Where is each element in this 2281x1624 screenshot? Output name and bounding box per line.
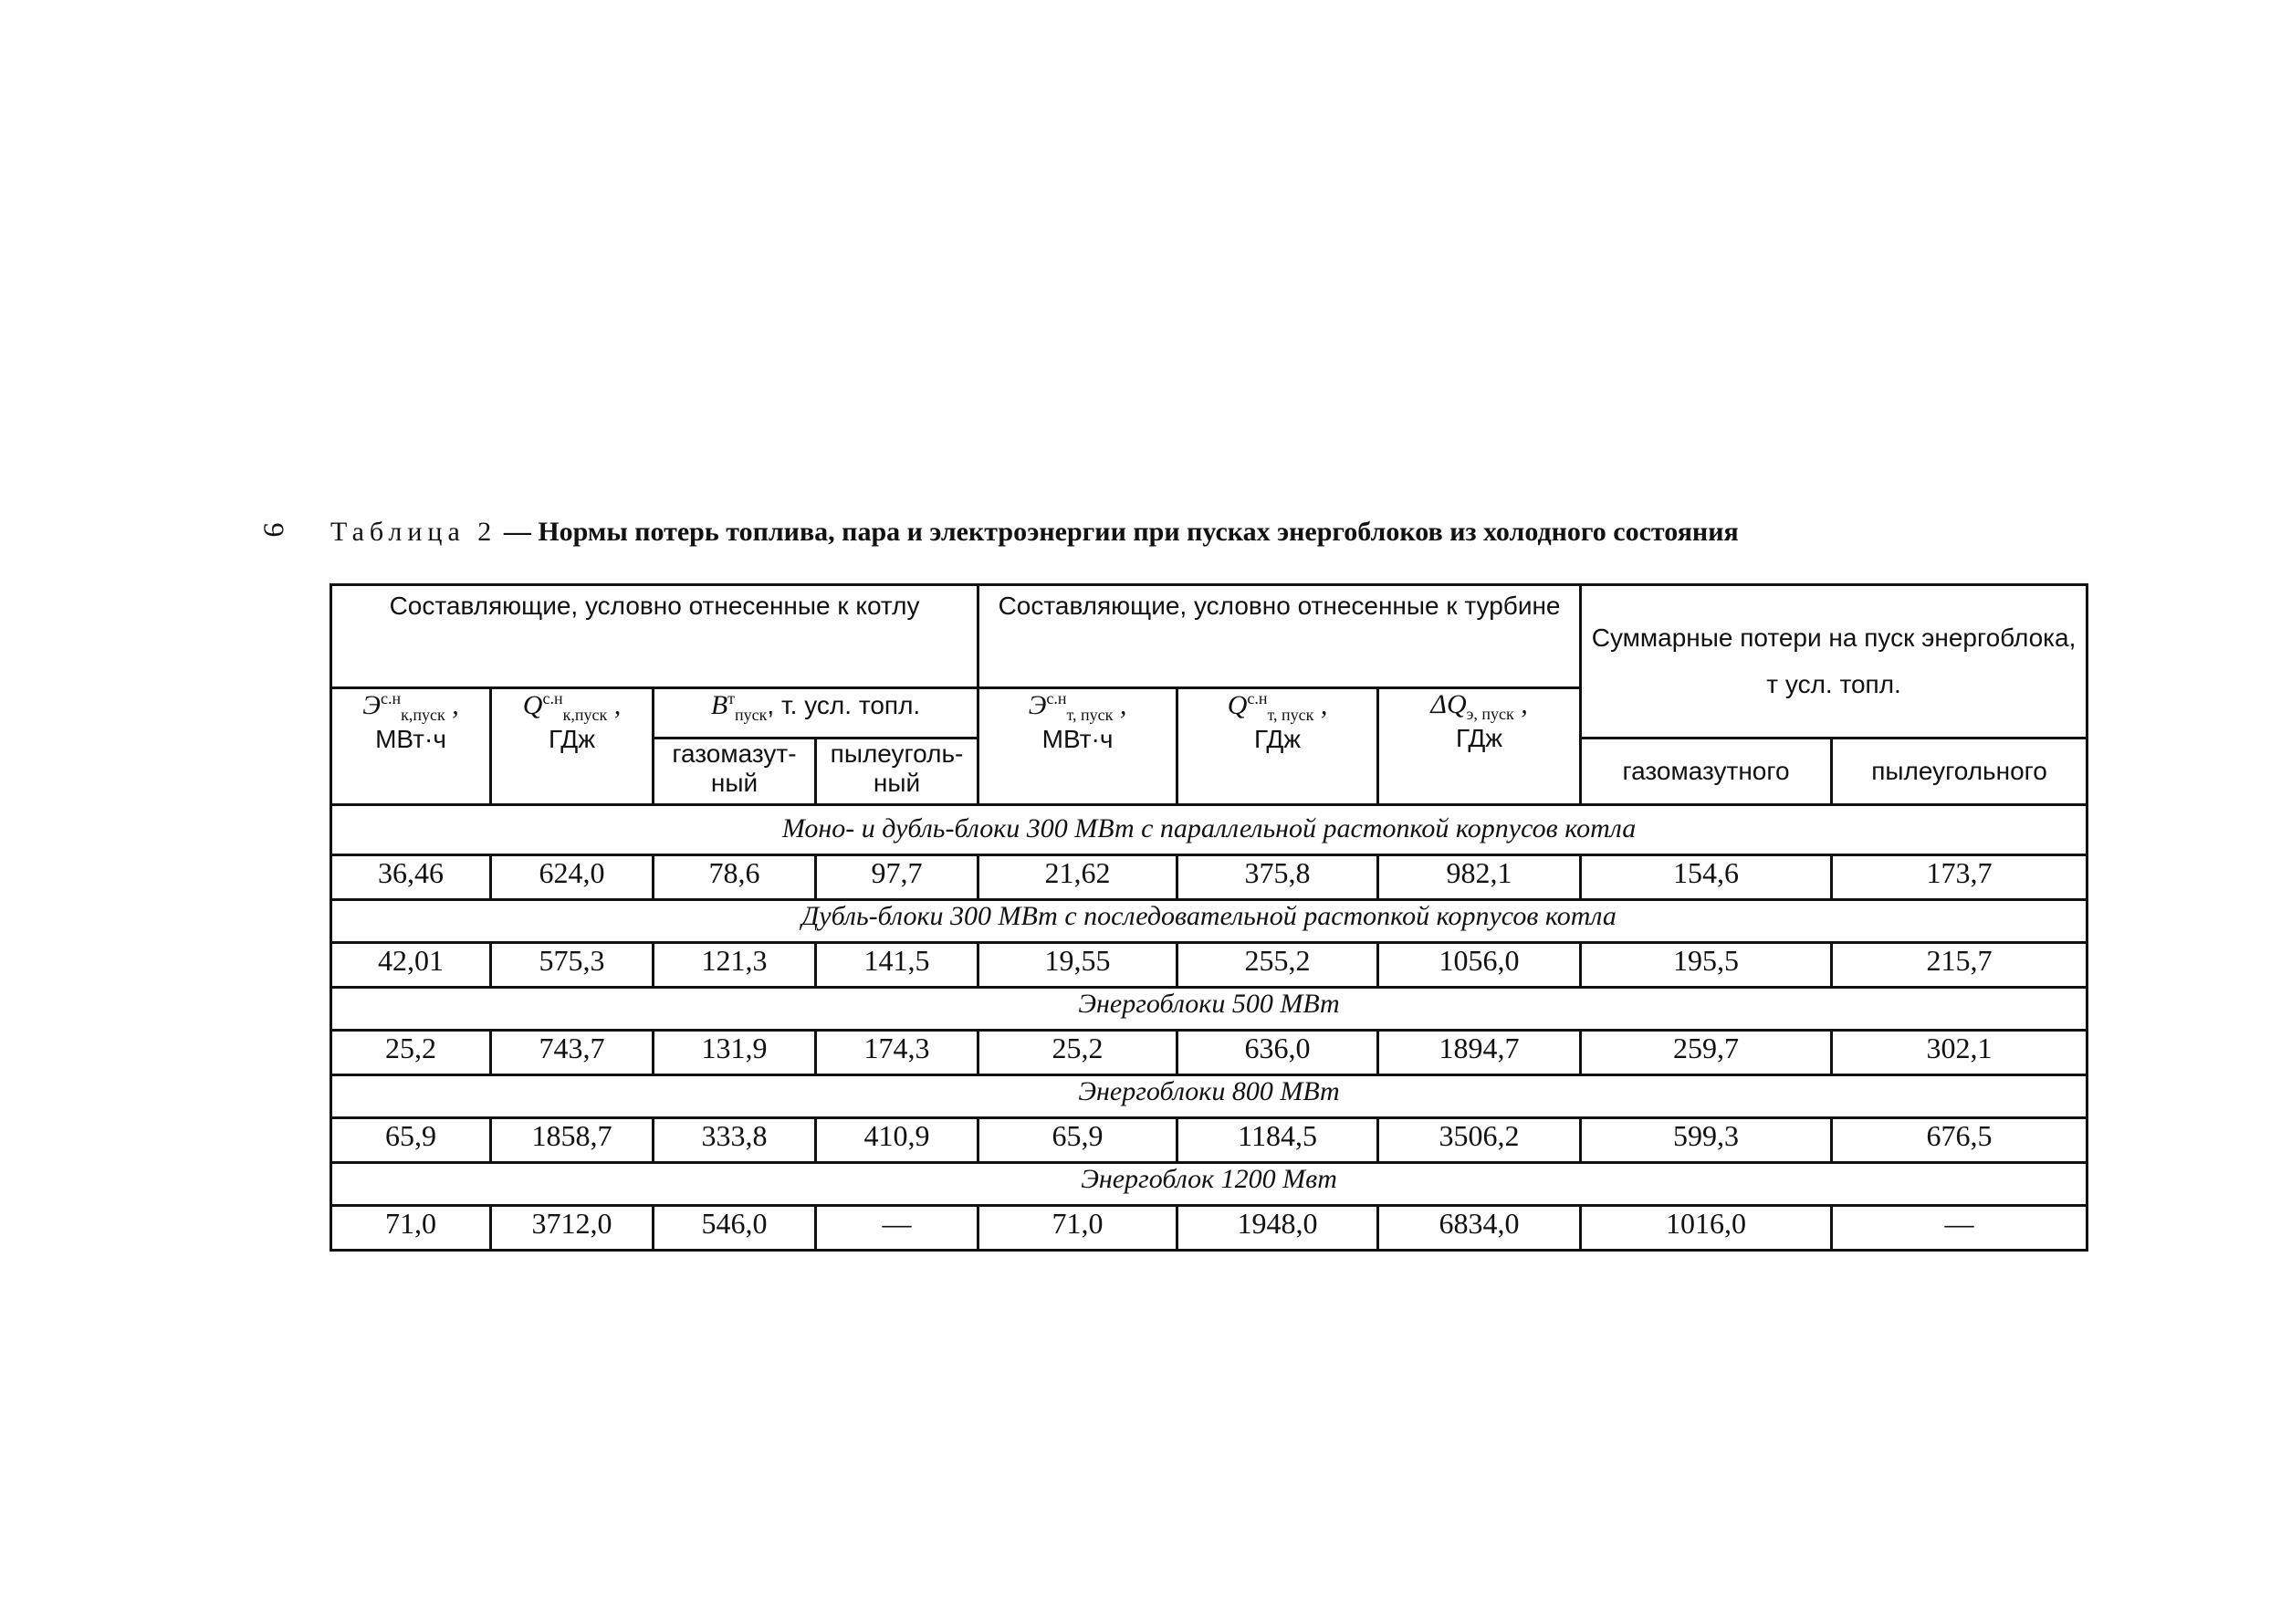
table-cell: 1948,0 <box>1177 1206 1378 1251</box>
table-cell: 173,7 <box>1832 855 2087 900</box>
losses-norm-table <box>330 583 2088 1252</box>
table-cell: 982,1 <box>1378 855 1581 900</box>
table-cell: 410,9 <box>816 1118 978 1163</box>
table-cell: 3712,0 <box>491 1206 654 1251</box>
section-title: Моно- и дубль-блоки 300 МВт с параллельной растопкой корпусов котла <box>331 813 2087 855</box>
e-boiler-symbol: $Э^{с.н}_{к,пуск}$ , <box>362 689 459 724</box>
table-cell: 97,7 <box>816 855 978 900</box>
header-total-gas: газомазутного <box>1581 739 1832 805</box>
header-b-gas: газомазут-ный <box>654 739 816 805</box>
table-cell: 215,7 <box>1832 943 2087 988</box>
header-e-turbine <box>978 688 1177 805</box>
table-cell: 3506,2 <box>1378 1118 1581 1163</box>
table-cell: 36,46 <box>331 855 491 900</box>
table-cell: — <box>816 1206 978 1251</box>
delta-q-symbol: $\Delta Q_{э, пуск}$ , <box>1430 689 1528 723</box>
table-cell: 1184,5 <box>1177 1118 1378 1163</box>
header-boiler-group: Составляющие, условно отнесенные к котлу <box>331 585 978 688</box>
table-cell: 375,8 <box>1177 855 1378 900</box>
e-boiler-unit: МВт·ч <box>375 724 446 753</box>
table-cell: 1016,0 <box>1581 1206 1832 1251</box>
section-title: Энергоблоки 500 МВт <box>331 988 2087 1031</box>
table-cell: 1056,0 <box>1378 943 1581 988</box>
q-turbine-unit: ГДж <box>1254 724 1302 753</box>
table-cell: 676,5 <box>1832 1118 2087 1163</box>
table-cell: 259,7 <box>1581 1031 1832 1075</box>
q-boiler-unit: ГДж <box>549 724 595 753</box>
table-cell: 195,5 <box>1581 943 1832 988</box>
table-cell: 131,9 <box>654 1031 816 1075</box>
table-cell: 121,3 <box>654 943 816 988</box>
header-b-fuel: $B^т_{пуск}$, т. усл. топл. <box>654 688 978 739</box>
section-title: Энергоблок 1200 Мвт <box>331 1163 2087 1206</box>
table-cell: 6834,0 <box>1378 1206 1581 1251</box>
table-cell: 78,6 <box>654 855 816 900</box>
table-cell: 65,9 <box>978 1118 1177 1163</box>
header-delta-q <box>1378 688 1581 805</box>
table-cell: 636,0 <box>1177 1031 1378 1075</box>
table-cell: 21,62 <box>978 855 1177 900</box>
table-cell: — <box>1832 1206 2087 1251</box>
table-cell: 255,2 <box>1177 943 1378 988</box>
header-e-boiler <box>331 688 491 805</box>
section-title: Энергоблоки 800 МВт <box>331 1075 2087 1118</box>
section-title: Дубль-блоки 300 МВт с последовательной растопкой корпусов котла <box>331 900 2087 943</box>
table-cell: 743,7 <box>491 1031 654 1075</box>
table-cell: 333,8 <box>654 1118 816 1163</box>
caption-label: Таблица 2 <box>330 517 497 547</box>
caption-text: — Нормы потерь топлива, пара и электроэнергии при пусках энергоблоков из холодного состояния <box>497 517 1739 547</box>
header-q-boiler <box>491 688 654 805</box>
e-turbine-symbol: $Э^{с.н}_{т, пуск}$ , <box>1028 689 1127 724</box>
e-turbine-unit: МВт·ч <box>1041 724 1114 753</box>
table-cell: 25,2 <box>331 1031 491 1075</box>
q-turbine-symbol: $Q^{с.н}_{т, пуск}$ , <box>1227 689 1328 724</box>
table-cell: 546,0 <box>654 1206 816 1251</box>
table-cell: 174,3 <box>816 1031 978 1075</box>
table-cell: 154,6 <box>1581 855 1832 900</box>
header-total-group <box>1581 585 2087 739</box>
table-cell: 42,01 <box>331 943 491 988</box>
header-total-unit: т усл. топл. <box>1766 669 1901 698</box>
header-b-coal: пылеуголь-ный <box>816 739 978 805</box>
table-cell: 141,5 <box>816 943 978 988</box>
table-cell: 71,0 <box>978 1206 1177 1251</box>
table-caption <box>330 517 1739 548</box>
header-total-title: Суммарные потери на пуск энергоблока, <box>1591 623 2077 653</box>
table-cell: 302,1 <box>1832 1031 2087 1075</box>
header-turbine-group: Составляющие, условно отнесенные к турбине <box>978 585 1581 688</box>
q-boiler-symbol: $Q^{с.н}_{к,пуск}$ , <box>522 689 622 724</box>
delta-q-unit: ГДж <box>1456 723 1503 752</box>
table-cell: 599,3 <box>1581 1118 1832 1163</box>
table-cell: 1894,7 <box>1378 1031 1581 1075</box>
table-cell: 624,0 <box>491 855 654 900</box>
header-total-coal: пылеугольного <box>1832 739 2087 805</box>
header-q-turbine <box>1177 688 1378 805</box>
table-cell: 19,55 <box>978 943 1177 988</box>
page-number: 9 <box>257 522 291 538</box>
table-cell: 71,0 <box>331 1206 491 1251</box>
table-cell: 1858,7 <box>491 1118 654 1163</box>
table-cell: 25,2 <box>978 1031 1177 1075</box>
table-cell: 65,9 <box>331 1118 491 1163</box>
table-cell: 575,3 <box>491 943 654 988</box>
